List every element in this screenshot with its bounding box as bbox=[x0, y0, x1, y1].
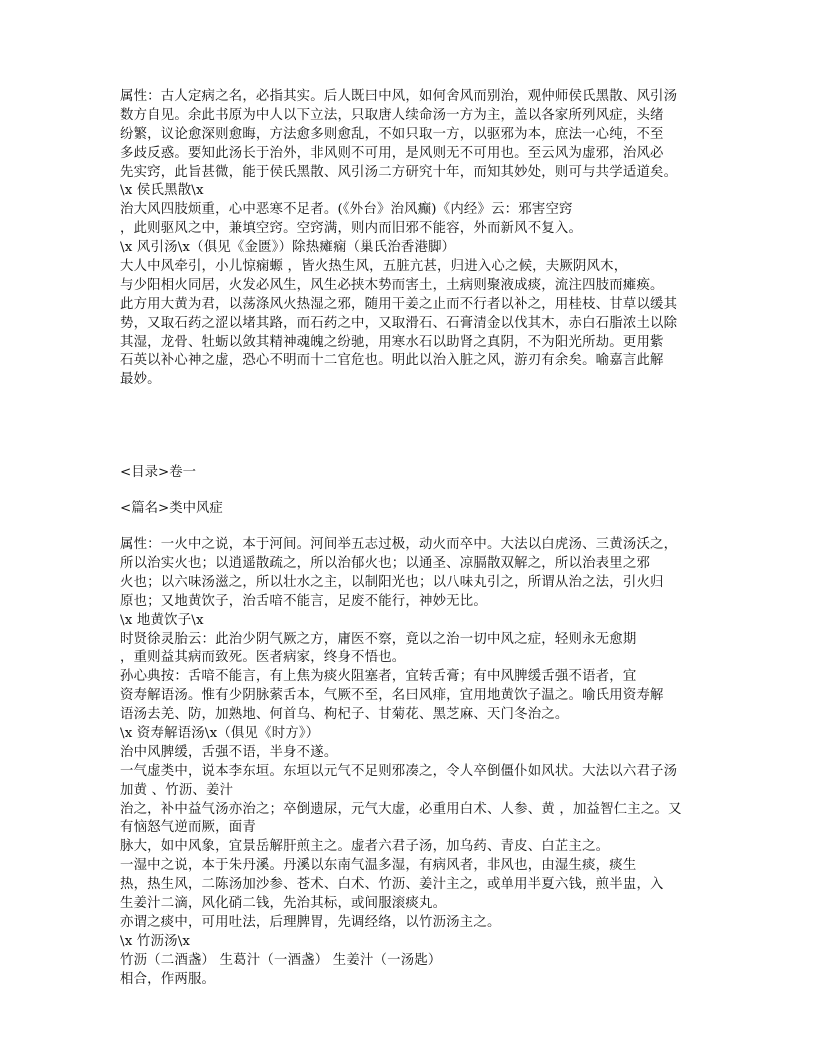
text-line: 治大风四肢烦重，心中恶寒不足者。(《外台》治风癫)《内经》云：邪害空窍 bbox=[120, 202, 573, 218]
text-line: 脉大，如中风象，宜景岳解肝煎主之。虚者六君子汤，加乌药、青皮、白芷主之。 bbox=[120, 839, 610, 855]
text-line: ，重则益其病而致死。医者病家，终身不悟也。 bbox=[120, 650, 406, 666]
text-line: 石英以补心神之虚，恐心不明而十二官危也。明此以治入脏之风，游刃有余矣。喻嘉言此解 bbox=[120, 353, 664, 369]
text-line: 大人中风牵引，小儿惊痫螈 ，皆火热生风，五脏亢甚，归进入心之候，夫厥阴风木， bbox=[120, 259, 628, 275]
text-line: 多歧反惑。要知此汤长于治外，非风则不可用，是风则无不可用也。至云风为虚邪，治风必 bbox=[120, 145, 664, 161]
text-line: 所以治实火也；以逍遥散疏之，所以治郁火也；以通圣、凉膈散双解之，所以治表里之邪 bbox=[120, 555, 651, 571]
text-line: 治之，补中益气汤亦治之；卒倒遗尿，元气大虚，必重用白术、人参、黄 ，加益智仁主之。又 bbox=[120, 801, 682, 817]
text-line: 其湿，龙骨、牡蛎以敛其精神魂魄之纷驰，用寒水石以助肾之真阴，不为阳光所劫。更用紫 bbox=[120, 334, 664, 350]
text-line: 治中风脾缓，舌强不语，半身不遂。 bbox=[120, 744, 338, 760]
text-line: 时贤徐灵胎云：此治少阴气厥之方，庸医不察，竟以之治一切中风之症，轻则永无愈期 bbox=[120, 631, 637, 647]
text-line: 火也；以六味汤滋之，所以壮水之主，以制阳光也；以八味丸引之，所谓从治之法，引火归 bbox=[120, 574, 664, 590]
formula-title: \x 资寿解语汤\x（俱见《时方》） bbox=[120, 725, 320, 741]
ingredient-list: 竹沥（二酒盏） 生葛汁（一酒盏） 生姜汁（一汤匙） bbox=[120, 952, 442, 968]
text-line: 相合，作两服。 bbox=[120, 971, 216, 987]
text-line: 与少阳相火同居，火发必风生，风生必挟木势而害土，土病则聚液成痰，流注四肢而瘫痪。 bbox=[120, 277, 664, 293]
text-line: ，此则驱风之中，兼填空窍。空窍满，则内而旧邪不能容，外而新风不复入。 bbox=[120, 221, 583, 237]
toc-heading: <目录>卷一 bbox=[120, 465, 197, 481]
text-line: 此方用大黄为君，以荡涤风火热湿之邪，随用干姜之止而不行者以补之，用桂枝、甘草以缓其 bbox=[120, 296, 678, 312]
chapter-title: <篇名>类中风症 bbox=[120, 501, 223, 517]
text-line: 数方自见。余此书原为中人以下立法，只取唐人续命汤一方为主，盖以各家所列风症，头绪 bbox=[120, 107, 664, 123]
document-page bbox=[120, 88, 702, 989]
text-line: 热，热生风，二陈汤加沙参、苍术、白术、竹沥、姜汁主之，或单用半夏六钱，煎半盅，入 bbox=[120, 877, 664, 893]
formula-title: \x 风引汤\x（俱见《金匮》）除热瘫痫（巢氏治香港脚） bbox=[120, 240, 456, 256]
text-line: 一气虚类中，说本李东垣。东垣以元气不足则邪凑之，令人卒倒僵仆如风状。大法以六君子汤 bbox=[120, 763, 678, 779]
text-line: 亦谓之痰中，可用吐法，后理脾胃，先调经络，以竹沥汤主之。 bbox=[120, 914, 501, 930]
text-line: 纷繁，议论愈深则愈晦，方法愈多则愈乱，不如只取一方，以驱邪为本，庶法一心纯，不至 bbox=[120, 126, 664, 142]
text-line: 资寿解语汤。惟有少阴脉萦舌本，气厥不至，名曰风痱，宜用地黄饮子温之。喻氏用资寿解 bbox=[120, 688, 664, 704]
text-line: 孙心典按：舌喑不能言，有上焦为痰火阻塞者，宜转舌膏；有中风脾缓舌强不语者，宜 bbox=[120, 669, 637, 685]
formula-title: \x 竹沥汤\x bbox=[120, 933, 191, 949]
text-line: 势，又取石药之涩以堵其路，而石药之中，又取滑石、石膏清金以伐其木，赤白石脂浓土以除 bbox=[120, 315, 678, 331]
formula-title: \x 地黄饮子\x bbox=[120, 612, 204, 628]
formula-title: \x 侯氏黑散\x bbox=[120, 183, 204, 199]
text-line: 属性：古人定病之名，必指其实。后人既曰中风，如何舍风而别治，观仲师侯氏黑散、风引汤 bbox=[120, 89, 678, 104]
text-line: 最妙。 bbox=[120, 372, 161, 388]
text-line: 属性：一火中之说，本于河间。河间举五志过极，动火而卒中。大法以白虎汤、三黄汤沃之， bbox=[120, 537, 678, 553]
text-line: 生姜汁二滴，风化硝二钱，先治其标，或间服滚痰丸。 bbox=[120, 895, 447, 911]
text-line: 语汤去羌、防，加熟地、何首乌、枸杞子、甘菊花、黑芝麻、天门冬治之。 bbox=[120, 707, 569, 723]
section-class-wind-stroke bbox=[120, 536, 702, 989]
text-line: 加黄 、竹沥、姜汁 bbox=[120, 782, 234, 798]
section-wind-stroke-commentary bbox=[120, 88, 702, 390]
text-line: 有恼怒气逆而厥，面青 bbox=[120, 820, 256, 836]
text-line: 原也；又地黄饮子，治舌喑不能言，足废不能行，神妙无比。 bbox=[120, 593, 487, 609]
text-line: 一湿中之说，本于朱丹溪。丹溪以东南气温多湿，有病风者，非风也，由湿生痰，痰生 bbox=[120, 858, 637, 874]
text-line: 先实窍，此旨甚微，能于侯氏黑散、风引汤二方研究十年，而知其妙处，则可与共学适道矣。 bbox=[120, 164, 678, 180]
